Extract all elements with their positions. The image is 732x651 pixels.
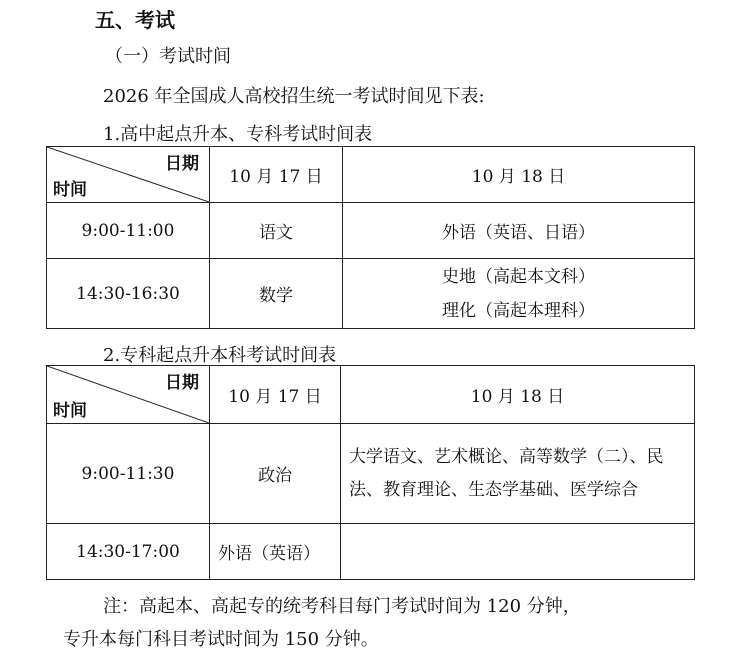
diagonal-header-cell [47, 366, 210, 424]
table-row [47, 524, 695, 580]
oct18-subject-cell [343, 259, 695, 329]
section-title: 五、考试 [95, 8, 175, 32]
oct18-subject-cell: 大学语文、艺术概论、高等数学（二）、民法、教育理论、生态学基础、医学综合 [341, 424, 695, 524]
table-row [47, 203, 695, 259]
table1-caption: 1.高中起点升本、专科考试时间表 [103, 124, 373, 145]
oct17-subject-cell: 政治 [210, 424, 341, 524]
oct17-subject-cell: 外语（英语） [210, 524, 341, 580]
time-cell: 14:30-17:00 [47, 524, 210, 580]
intro-text: 2026 年全国成人高校招生统一考试时间见下表: [103, 86, 485, 107]
table-header-row [47, 366, 695, 424]
header-time-label: 时间 [53, 401, 87, 421]
oct18-subject-cell: 外语（英语、日语） [343, 203, 695, 259]
header-time-label: 时间 [53, 180, 87, 200]
oct18-subject-cell [341, 524, 695, 580]
time-cell: 9:00-11:30 [47, 424, 210, 524]
header-oct17: 10 月 17 日 [210, 147, 343, 203]
header-date-label: 日期 [165, 373, 199, 393]
diagonal-header-cell [47, 147, 210, 203]
table2-caption: 2.专科起点升本科考试时间表 [103, 345, 337, 366]
subject-line: 理化（高起本理科） [442, 300, 595, 321]
header-date-label: 日期 [165, 154, 199, 174]
header-oct18: 10 月 18 日 [343, 147, 695, 203]
time-cell: 9:00-11:00 [47, 203, 210, 259]
note-line-1: 注：高起本、高起专的统考科目每门考试时间为 120 分钟， [103, 596, 581, 617]
exam-schedule-table-2 [46, 365, 695, 580]
subsection-title: （一）考试时间 [105, 46, 231, 67]
time-cell: 14:30-16:30 [47, 259, 210, 329]
header-oct17: 10 月 17 日 [210, 366, 341, 424]
oct17-subject-cell: 数学 [210, 259, 343, 329]
table-row [47, 259, 695, 329]
subject-line: 史地（高起本文科） [442, 266, 595, 287]
table-header-row [47, 147, 695, 203]
note-line-2: 专升本每门科目考试时间为 150 分钟。 [63, 629, 379, 650]
oct17-subject-cell: 语文 [210, 203, 343, 259]
table-row [47, 424, 695, 524]
exam-schedule-table-1 [46, 146, 695, 329]
header-oct18: 10 月 18 日 [341, 366, 695, 424]
